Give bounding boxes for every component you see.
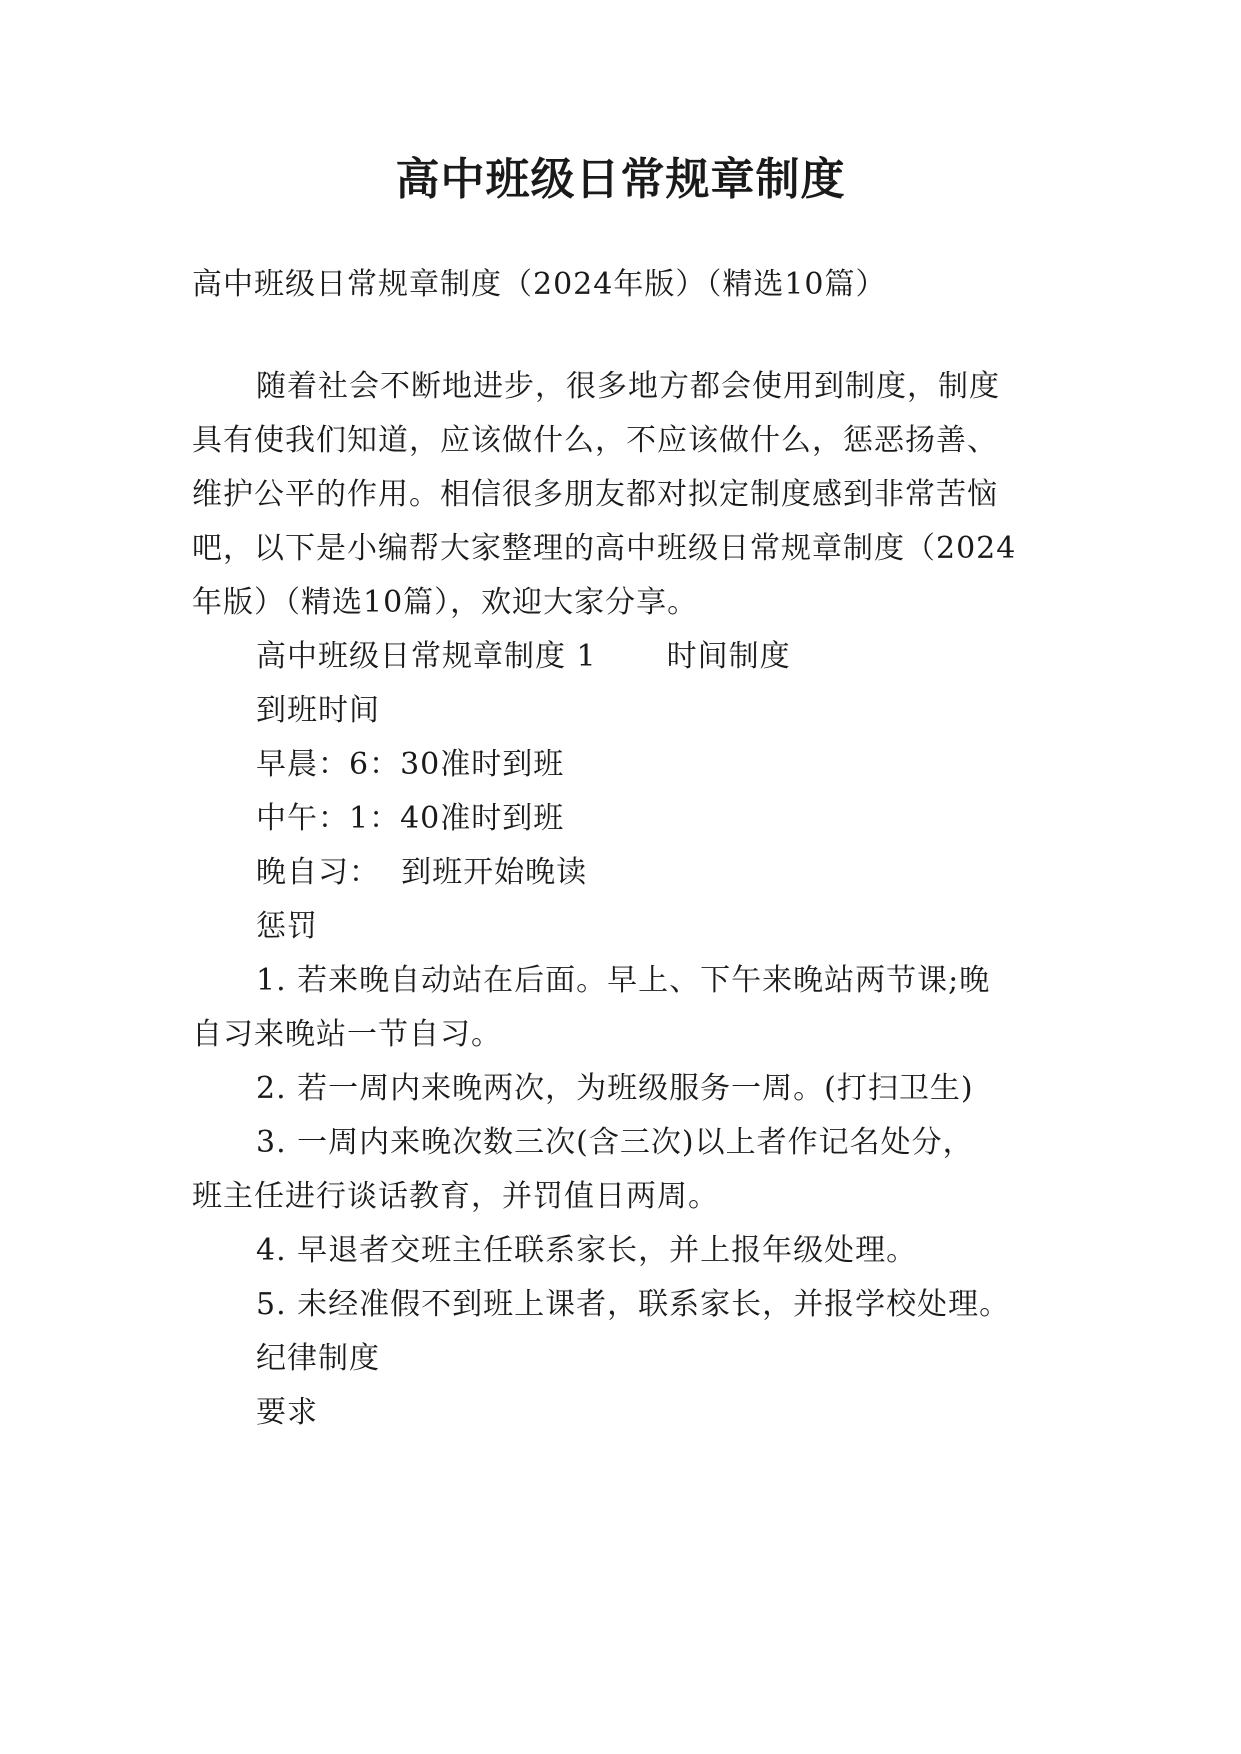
- document-subtitle: 高中班级日常规章制度（2024年版）（精选10篇）: [192, 267, 887, 302]
- morning-time: 早晨：6：30准时到班: [256, 747, 565, 782]
- intro-line: 维护公平的作用。相信很多朋友都对拟定制度感到非常苦恼: [192, 477, 998, 512]
- rule-2: 2. 若一周内来晚两次，为班级服务一周。(打扫卫生): [256, 1071, 974, 1106]
- rule-1-line-2: 自习来晚站一节自习。: [192, 1017, 502, 1052]
- intro-line: 吧，以下是小编帮大家整理的高中班级日常规章制度（2024: [192, 531, 1017, 566]
- requirements-heading: 要求: [256, 1395, 318, 1430]
- evening-time: 晚自习： 到班开始晚读: [256, 855, 588, 890]
- section-heading: 高中班级日常规章制度 1: [256, 639, 597, 674]
- rule-1-line-1: 1. 若来晚自动站在后面。早上、下午来晚站两节课;晚: [256, 963, 991, 998]
- noon-time: 中午：1：40准时到班: [256, 801, 565, 836]
- intro-line: 具有使我们知道，应该做什么，不应该做什么，惩恶扬善、: [192, 423, 998, 458]
- rule-5: 5. 未经准假不到班上课者，联系家长，并报学校处理。: [256, 1287, 1011, 1322]
- rule-4: 4. 早退者交班主任联系家长，并上报年级处理。: [256, 1233, 918, 1268]
- section-heading-row: [256, 637, 791, 677]
- arrival-heading: 到班时间: [256, 693, 380, 728]
- document-title: 高中班级日常规章制度: [395, 154, 846, 205]
- discipline-heading: 纪律制度: [256, 1341, 380, 1376]
- rule-3-line-1: 3. 一周内来晚次数三次(含三次)以上者作记名处分，: [256, 1125, 974, 1160]
- intro-line: 随着社会不断地进步，很多地方都会使用到制度，制度: [256, 369, 1000, 404]
- intro-line: 年版）（精选10篇），欢迎大家分享。: [192, 585, 699, 620]
- rule-3-line-2: 班主任进行谈话教育，并罚值日两周。: [192, 1179, 719, 1214]
- section-heading-sub: 时间制度: [666, 639, 791, 674]
- penalty-heading: 惩罚: [256, 909, 318, 944]
